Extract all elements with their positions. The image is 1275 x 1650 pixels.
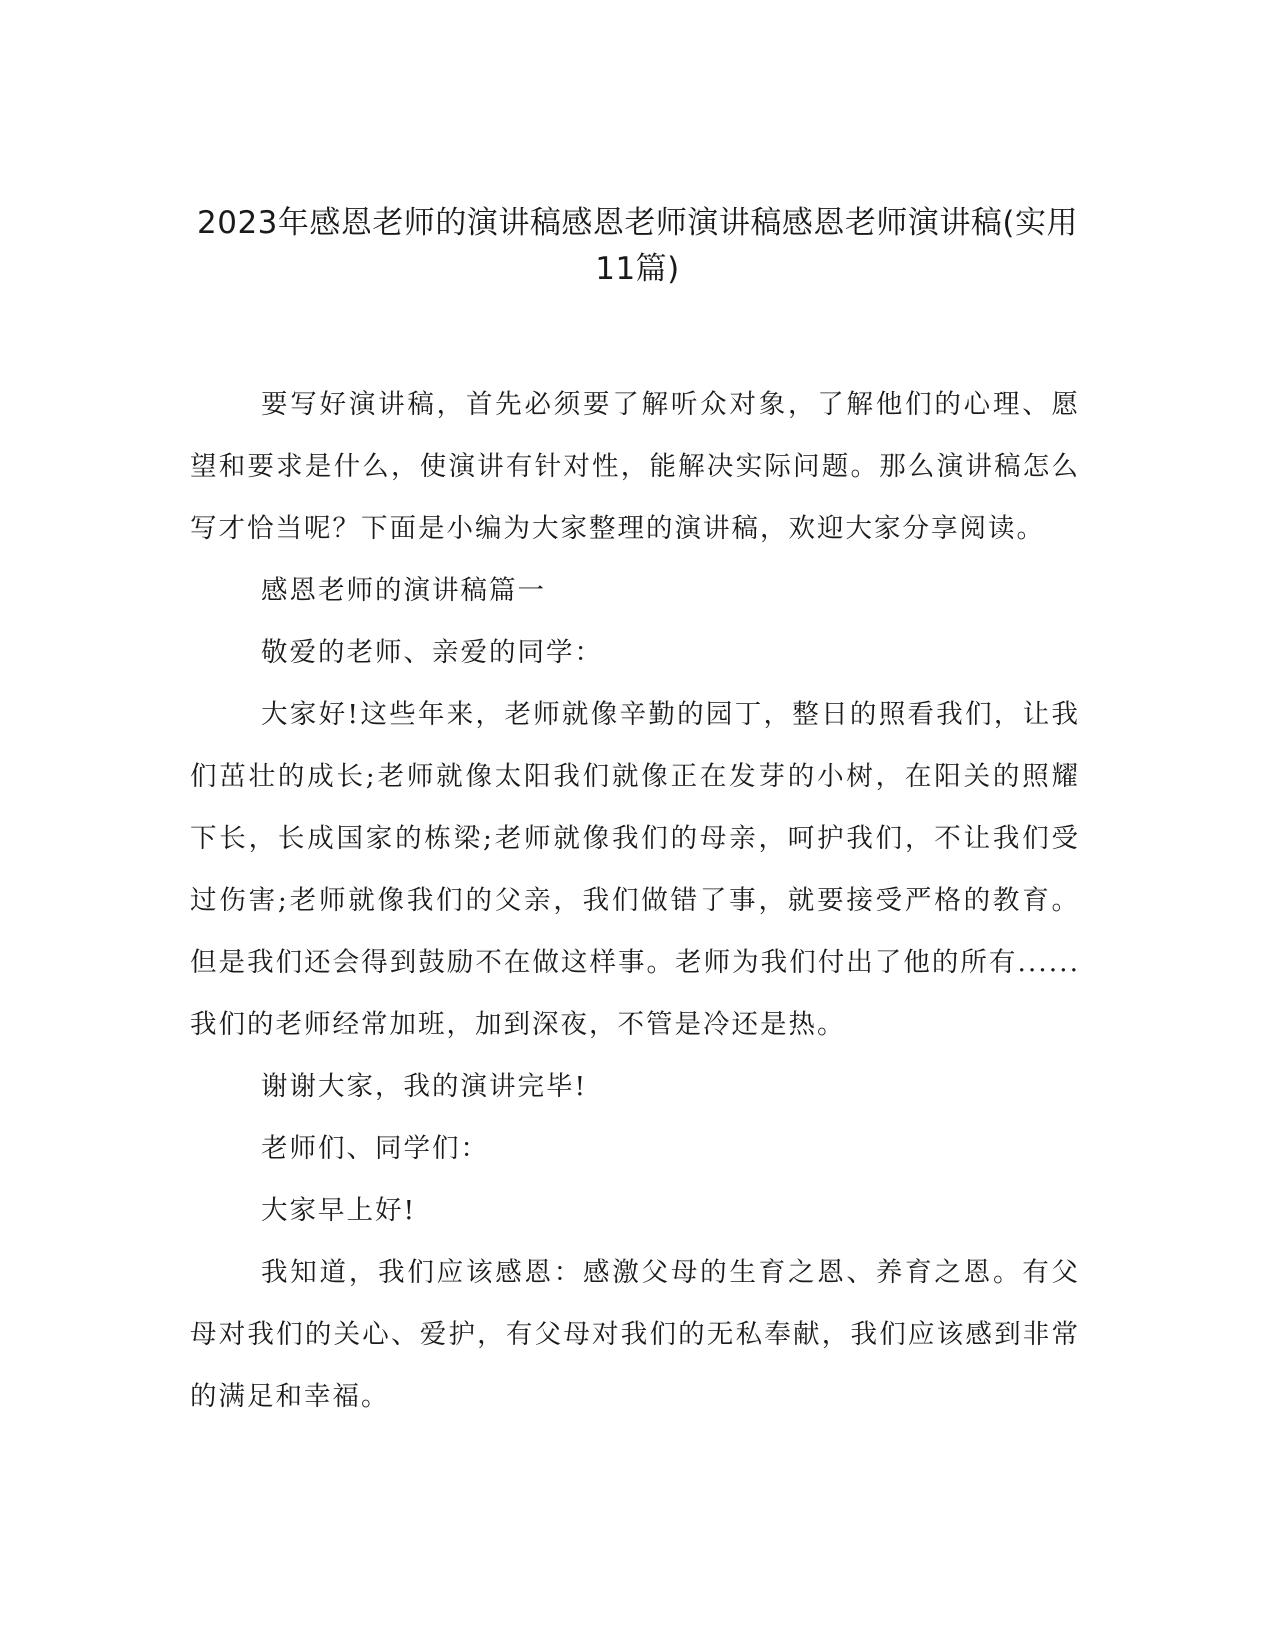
- document-body: [190, 374, 1080, 1428]
- closing-line: 谢谢大家，我的演讲完毕!: [261, 1071, 588, 1102]
- intro-paragraph: 要写好演讲稿，首先必须要了解听众对象，了解他们的心理、愿望和要求是什么，使演讲有针对性，能解决实际问题。那么演讲稿怎么写才恰当呢？下面是小编为大家整理的演讲稿，欢迎大家分享阅读。: [190, 389, 1080, 544]
- document-title: 2023年感恩老师的演讲稿感恩老师演讲稿感恩老师演讲稿(实用11篇): [197, 205, 1078, 287]
- speech-paragraph: 大家好!这些年来，老师就像辛勤的园丁，整日的照看我们，让我们茁壮的成长;老师就像太阳我们就像正在发芽的小树，在阳关的照耀下长，长成国家的栋梁;老师就像我们的母亲，呵护我们，不让我们受过伤害;老师就像我们的父亲，我们做错了事，就要接受严格的教育。但是我们还会得到鼓励不在做这样事。老师为我们付出了他的所有......我们的老师经常加班，加到深夜，不管是冷还是热。: [190, 699, 1080, 1040]
- salutation: 老师们、同学们：: [261, 1133, 489, 1164]
- section-heading: 感恩老师的演讲稿篇一: [261, 575, 546, 606]
- greeting-line: 大家早上好!: [261, 1195, 417, 1226]
- salutation: 敬爱的老师、亲爱的同学：: [261, 637, 603, 668]
- speech-paragraph: 我知道，我们应该感恩：感激父母的生育之恩、养育之恩。有父母对我们的关心、爱护，有父母对我们的无私奉献，我们应该感到非常的满足和幸福。: [190, 1257, 1080, 1412]
